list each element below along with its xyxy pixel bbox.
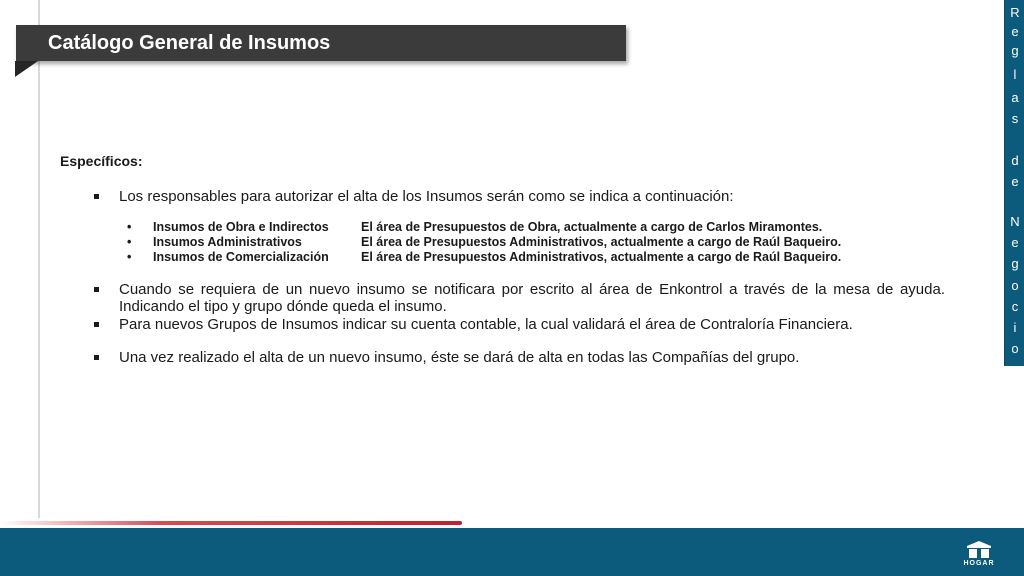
bullet-text: Para nuevos Grupos de Insumos indicar su cuenta contable, la cual validará el área de Contraloría Financiera.: [119, 316, 853, 333]
side-tab-letter: d: [1011, 153, 1019, 168]
bullet-text: Cuando se requiera de un nuevo insumo se notificara por escrito al área de Enkontrol a través de la mesa de ayuda. Indicando el tipo y grupo dónde queda el insumo.: [119, 281, 945, 315]
side-tab-letter: i: [1013, 320, 1017, 335]
side-tab-letter: l: [1013, 67, 1017, 82]
hogar-logo: [958, 540, 1000, 570]
red-accent-stripe: [0, 521, 462, 525]
side-tab-letter: N: [1010, 214, 1020, 229]
square-bullet-icon: [94, 287, 99, 292]
bullet-text: Los responsables para autorizar el alta de los Insumos serán como se indica a continuación:: [119, 188, 734, 205]
square-bullet-icon: [94, 194, 99, 199]
bullet-text: Una vez realizado el alta de un nuevo insumo, éste se dará de alta en todas las Compañías del grupo.: [119, 349, 800, 366]
page-title: Catálogo General de Insumos: [48, 32, 331, 54]
sub-item-term: Insumos Administrativos: [153, 235, 302, 249]
left-margin-rule: [38, 0, 40, 518]
sub-item-term: Insumos de Comercialización: [153, 250, 329, 264]
subheading: Específicos:: [60, 153, 143, 169]
dot-bullet-icon: •: [127, 250, 132, 264]
sub-item-term: Insumos de Obra e Indirectos: [153, 220, 329, 234]
square-bullet-icon: [94, 322, 99, 327]
side-tab-letter: g: [1011, 256, 1019, 271]
side-tab-letter: s: [1011, 111, 1019, 126]
side-tab-letter: e: [1011, 174, 1019, 189]
side-tab-letter: a: [1011, 90, 1019, 105]
side-tab-letter: g: [1011, 43, 1019, 58]
side-tab-letter: R: [1010, 5, 1020, 20]
side-tab-letter: e: [1011, 24, 1019, 39]
dot-bullet-icon: •: [127, 220, 132, 234]
dot-bullet-icon: •: [127, 235, 132, 249]
footer-bar: [0, 528, 1024, 576]
side-tab-letter: e: [1011, 235, 1019, 250]
square-bullet-icon: [94, 355, 99, 360]
side-tab-letter: c: [1011, 299, 1019, 314]
sub-item-desc: El área de Presupuestos Administrativos, actualmente a cargo de Raúl Baqueiro.: [361, 250, 842, 264]
hogar-logo-icon: [966, 540, 992, 558]
side-tab-letter: o: [1011, 341, 1019, 356]
logo-text: HOGAR: [963, 560, 995, 567]
sub-item-desc: El área de Presupuestos de Obra, actualmente a cargo de Carlos Miramontes.: [361, 220, 823, 234]
sub-item-desc: El área de Presupuestos Administrativos, actualmente a cargo de Raúl Baqueiro.: [361, 235, 842, 249]
side-tab-reglas-de-negocio: [1004, 0, 1024, 366]
title-bar-fold: [15, 61, 38, 77]
side-tab-letter: o: [1011, 278, 1019, 293]
